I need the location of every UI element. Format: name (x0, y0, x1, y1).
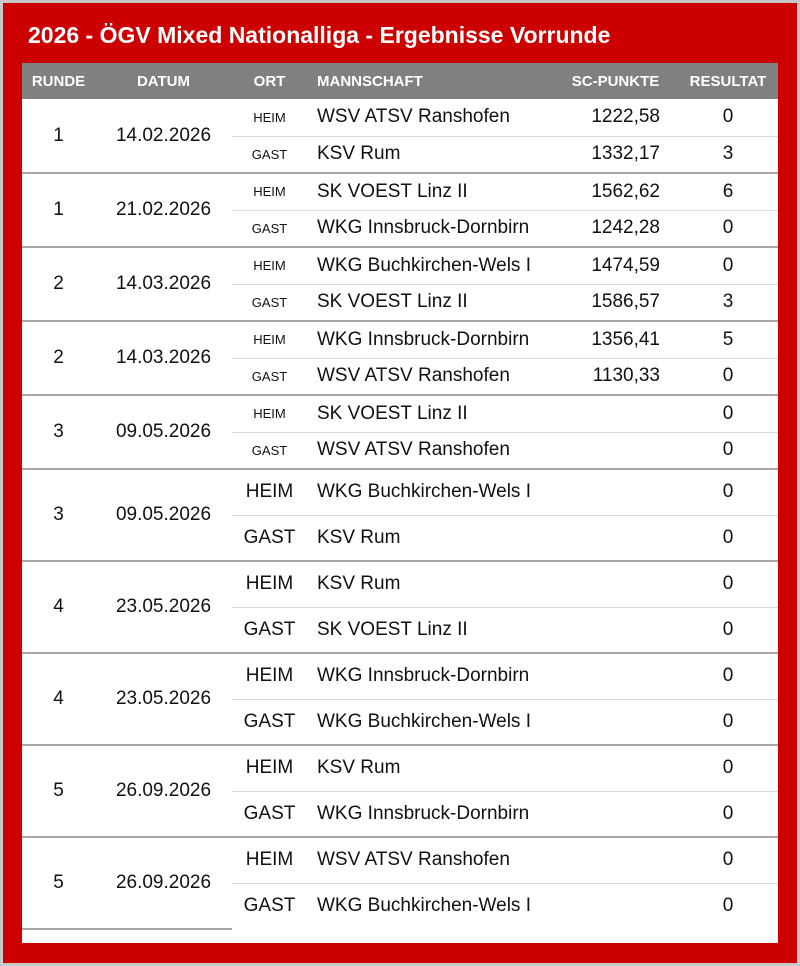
sc-punkte-value (553, 607, 678, 653)
resultat-value: 5 (678, 321, 778, 358)
ort-label: HEIM (232, 321, 307, 358)
sc-punkte-value (553, 883, 678, 929)
match-datum: 23.05.2026 (95, 561, 232, 653)
match-row-heim (22, 321, 778, 358)
resultat-value: 0 (678, 561, 778, 607)
match-datum: 26.09.2026 (95, 745, 232, 837)
team-name: WSV ATSV Ranshofen (307, 432, 553, 469)
team-name: WKG Buchkirchen-Wels I (317, 895, 531, 917)
match-row-heim (22, 247, 778, 284)
sc-punkte-value (553, 837, 678, 883)
sc-punkte-value (553, 395, 678, 432)
resultat-value: 0 (678, 653, 778, 699)
team-name: KSV Rum (307, 745, 553, 791)
sc-punkte-value (553, 561, 678, 607)
ort-label: GAST (232, 358, 307, 395)
results-sheet (22, 63, 778, 943)
resultat-value: 0 (678, 247, 778, 284)
sc-punkte-value: 1222,58 (553, 99, 678, 136)
sc-punkte-value (553, 432, 678, 469)
header-sc-punkte: SC-PUNKTE (553, 63, 678, 99)
sc-punkte-value (553, 745, 678, 791)
resultat-value: 0 (678, 432, 778, 469)
resultat-value: 3 (678, 136, 778, 173)
header-runde: RUNDE (22, 63, 95, 99)
team-name: WKG Innsbruck-Dornbirn (307, 791, 553, 837)
match-runde: 4 (22, 561, 95, 653)
resultat-value: 0 (678, 745, 778, 791)
team-name: WSV ATSV Ranshofen (307, 837, 553, 883)
match-row-heim (22, 173, 778, 210)
ort-label: HEIM (232, 173, 307, 210)
team-name: WKG Innsbruck-Dornbirn (307, 210, 553, 247)
match-datum: 14.03.2026 (95, 321, 232, 395)
resultat-value: 0 (678, 515, 778, 561)
resultat-value: 0 (678, 607, 778, 653)
match-datum: 09.05.2026 (95, 395, 232, 469)
ort-label: GAST (232, 515, 307, 561)
page-title: 2026 - ÖGV Mixed Nationalliga - Ergebnisse Vorrunde (28, 22, 611, 48)
team-name: WKG Buchkirchen-Wels I (307, 469, 553, 515)
sc-punkte-value (553, 469, 678, 515)
team-name: SK VOEST Linz II (307, 607, 553, 653)
team-name: WKG Buchkirchen-Wels I (307, 247, 553, 284)
match-datum: 26.09.2026 (95, 837, 232, 929)
resultat-value: 3 (678, 284, 778, 321)
ort-label: GAST (232, 136, 307, 173)
results-body (22, 99, 778, 929)
match-runde: 2 (22, 247, 95, 321)
resultat-value: 6 (678, 173, 778, 210)
table-header-row (22, 63, 778, 99)
team-name: SK VOEST Linz II (307, 173, 553, 210)
ort-label: GAST (232, 699, 307, 745)
header-resultat: RESULTAT (678, 63, 778, 99)
sc-punkte-value: 1562,62 (553, 173, 678, 210)
ort-label: HEIM (232, 99, 307, 136)
ort-label: GAST (232, 791, 307, 837)
sc-punkte-value (553, 791, 678, 837)
match-row-heim (22, 837, 778, 883)
ort-label: GAST (232, 284, 307, 321)
resultat-value: 0 (722, 895, 734, 917)
team-name: KSV Rum (307, 561, 553, 607)
match-datum: 14.02.2026 (95, 99, 232, 173)
match-row-heim (22, 395, 778, 432)
team-name: SK VOEST Linz II (307, 395, 553, 432)
ort-label: GAST (232, 607, 307, 653)
match-runde: 3 (22, 395, 95, 469)
match-datum: 14.03.2026 (95, 247, 232, 321)
ort-label: HEIM (232, 469, 307, 515)
resultat-value: 0 (678, 99, 778, 136)
match-runde: 2 (22, 321, 95, 395)
ort-label: HEIM (232, 837, 307, 883)
resultat-value: 0 (678, 699, 778, 745)
ort-label: HEIM (232, 745, 307, 791)
header-mannschaft: MANNSCHAFT (307, 63, 553, 99)
sc-punkte-value (553, 653, 678, 699)
header-ort: ORT (232, 63, 307, 99)
team-name: WKG Buchkirchen-Wels I (307, 699, 553, 745)
ort-label: GAST (243, 895, 296, 917)
resultat-value: 0 (678, 469, 778, 515)
header-datum: DATUM (95, 63, 232, 99)
sc-punkte-value: 1474,59 (553, 247, 678, 284)
ort-label: GAST (232, 432, 307, 469)
sc-punkte-value: 1332,17 (553, 136, 678, 173)
match-datum: 21.02.2026 (95, 173, 232, 247)
sc-punkte-value: 1586,57 (553, 284, 678, 321)
team-name: WSV ATSV Ranshofen (307, 99, 553, 136)
resultat-value: 0 (678, 837, 778, 883)
match-datum: 23.05.2026 (95, 653, 232, 745)
results-frame (3, 3, 797, 963)
match-runde: 4 (22, 653, 95, 745)
ort-label: HEIM (232, 395, 307, 432)
match-row-heim (22, 99, 778, 136)
team-name: WSV ATSV Ranshofen (307, 358, 553, 395)
match-row-heim (22, 561, 778, 607)
ort-label: GAST (232, 210, 307, 247)
match-datum: 09.05.2026 (95, 469, 232, 561)
match-runde: 3 (22, 469, 95, 561)
results-table (22, 63, 778, 930)
team-name: WKG Innsbruck-Dornbirn (307, 321, 553, 358)
team-name: KSV Rum (307, 136, 553, 173)
sc-punkte-value: 1356,41 (553, 321, 678, 358)
match-runde: 1 (22, 173, 95, 247)
sc-punkte-value (553, 515, 678, 561)
ort-label: HEIM (232, 561, 307, 607)
team-name: WKG Innsbruck-Dornbirn (307, 653, 553, 699)
match-runde: 5 (22, 745, 95, 837)
match-runde: 1 (22, 99, 95, 173)
sc-punkte-value: 1242,28 (553, 210, 678, 247)
resultat-value: 0 (678, 358, 778, 395)
sc-punkte-value: 1130,33 (553, 358, 678, 395)
ort-label: HEIM (232, 247, 307, 284)
sc-punkte-value (553, 699, 678, 745)
match-row-heim (22, 469, 778, 515)
match-row-heim (22, 653, 778, 699)
ort-label: HEIM (232, 653, 307, 699)
resultat-value: 0 (678, 791, 778, 837)
match-runde: 5 (22, 837, 95, 929)
resultat-value: 0 (678, 210, 778, 247)
resultat-value: 0 (678, 395, 778, 432)
match-row-heim (22, 745, 778, 791)
team-name: KSV Rum (307, 515, 553, 561)
team-name: SK VOEST Linz II (307, 284, 553, 321)
